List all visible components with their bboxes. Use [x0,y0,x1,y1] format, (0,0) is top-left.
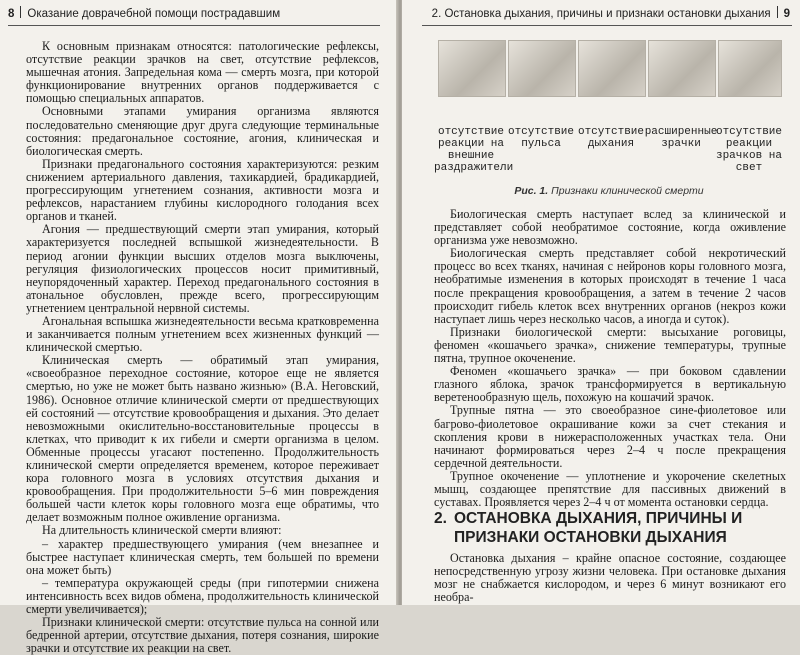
right-page [402,0,800,605]
figure-image-dilated-pupil [648,40,716,97]
figure-label: отсутствие пульса [507,126,574,150]
figure-label: отсутствие реакции зрачков на свет [715,126,782,174]
figure-image-light-reaction [718,40,782,97]
clinical-death-figure [434,40,782,174]
paragraph: К основным признакам относятся: патологические рефлексы, отсутствие реакции зрачков на свет, отсутствие рефлексов, мышечная атония. Запредельная кома — смерть мозга, при которой функционирование внутренних органов поддерживается с помощью специальных аппаратов. [26,39,379,106]
paragraph: Признаки биологической смерти: высыхание роговицы, феномен «кошачьего зрачка», снижение температуры, трупные пятна, трупное окоченение. [434,324,786,366]
paragraph: Биологическая смерть наступает вслед за клинической и представляет собой необратимое состояние, когда оживление организма уже невозможно. [434,207,786,248]
paragraph: Признаки клинической смерти: отсутствие пульса на сонной или бедренной артерии, отсутствие дыхания, потеря сознания, широкие зрачки и отсутствие их реакции на свет. [26,615,379,655]
section-title: ОСТАНОВКА ДЫХАНИЯ, ПРИЧИНЫ И ПРИЗНАКИ ОСТАНОВКИ ДЫХАНИЯ [454,510,743,546]
section-heading [434,509,784,547]
list-item: – температура окружающей среды (при гипотермии снижена интенсивность всех видов обмена, продолжительность клинической смерти увеличивается); [26,575,379,617]
figure-image-breathing-check [578,40,646,97]
running-head-title-left: Оказание доврачебной помощи пострадавшим [27,8,281,20]
figure-label: расширенные зрачки [644,126,718,150]
paragraph: Трупное окоченение — уплотнение и укорочение скелетных мышц, создающее препятствие для пассивных движений в суставах. Проявляется через 2–4 ч от момента остановки сердца. [434,468,786,510]
paragraph: Трупные пятна — это своеобразное сине-фиолетовое или багрово-фиолетовое окрашивание кожи за счет стекания и скопления крови в нижерасположенных участках тела. Они начинают формироваться через 2–4 ч после прекращения сердечной деятельности. [434,403,786,470]
figure-image-unresponsive [438,40,506,97]
paragraph: Основными этапами умирания организма являются последовательно сменяющие друг друга следующие терминальные состояния: предагональное состояние, агония, клиническая и биологическая смерть. [26,104,379,158]
figure-caption-label: Рис. 1. [514,185,549,197]
left-running-head [8,6,280,24]
figure-caption [438,185,780,197]
paragraph: На длительность клинической смерти влияют: [42,523,282,538]
header-rule-left [8,25,380,26]
paragraph: Признаки предагонального состояния характеризуются: резким снижением артериального давления, тахикардией, брадикардией, прогрессирующим угнетением сознания, активности мозга и рефлексов, нарастанием глубины кислородного голодания всех органов и тканей. [26,156,379,224]
right-running-head [432,6,790,24]
header-rule-right [422,25,792,26]
figure-label: отсутствие дыхания [577,126,644,150]
paragraph: Агональная вспышка жизнедеятельности весьма кратковременна и заканчивается полным угнетением всех жизненных функций — клинической смертью. [26,313,379,355]
paragraph: Биологическая смерть представляет собой некротический процесс во всех тканях, начиная с нейронов коры головного мозга, необратимые изменения в которых происходят в течение 1 часа после прекращения кровообращения, а затем в течение 2 часов происходит гибель клеток всех внутренних органов (некроз кожи наступает лишь через несколько часов, а иногда и суток). [434,246,786,326]
figure-label: отсутствие реакции на внешние раздражители [434,126,514,174]
section-number: 2. [434,510,447,527]
section-text-column [434,552,786,604]
paragraph: Остановка дыхания – крайне опасное состояние, создающее непосредственную угрозу жизни человека. При остановке дыхания мозг не снабжается кислородом, и через 6 минут возникают его необра- [434,551,786,605]
paragraph: Феномен «кошачьего зрачка» — при боковом сдавлении глазного яблока, зрачок трансформируется в вертикальную веретенообразную щель, похожую на кошачий зрачок. [434,364,786,405]
page-number-left: 8 [8,8,15,20]
page-number-right: 9 [783,8,790,20]
right-text-column [434,208,786,509]
left-text-column [26,40,379,655]
figure-caption-text: Признаки клинической смерти [551,185,704,197]
header-divider [777,6,778,18]
running-head-title-right: 2. Остановка дыхания, причины и признаки остановки дыхания [431,8,771,20]
paragraph: Агония — предшествующий смерти этап умирания, который характеризуется последней вспышкой жизнедеятельности. В период агонии функции высших отделов мозга выключены, регуляция физиологических процессов носит примитивный, неупорядоченный характер. Переход предагонального состояния в атональное обусловлен, прежде всего, прогрессирующим угнетением центральной нервной системы. [26,222,379,315]
paragraph: Клиническая смерть — обратимый этап умирания, «своеобразное переходное состояние, которое еще не является смертью, но уже не может быть названо жизнью» (В.А. Неговский, 1986). Основное отличие клинической смерти от предшествующих ей состояний — отсутствие кровообращения и дыхания. Это делает невозможными окислительно-восстановительные процессы в клетках, что приводит к их гибели и смерти организма в целом. Обменные процессы угасают постепенно. Продолжительность клинической смерти определяется временем, которое переживает кора головного мозга в условиях отсутствия дыхания и кровообращения. При продолжительности 5–6 мин повреждения большей части клеток коры головного мозга еще обратимы, что делает возможным полное оживление организма. [26,353,379,525]
left-page [0,0,398,655]
header-divider [20,6,21,18]
figure-image-pulse-check [508,40,576,97]
list-item: – характер предшествующего умирания (чем внезапнее и быстрее наступает клиническая смерть, тем большей по времени она может быть) [26,536,379,577]
